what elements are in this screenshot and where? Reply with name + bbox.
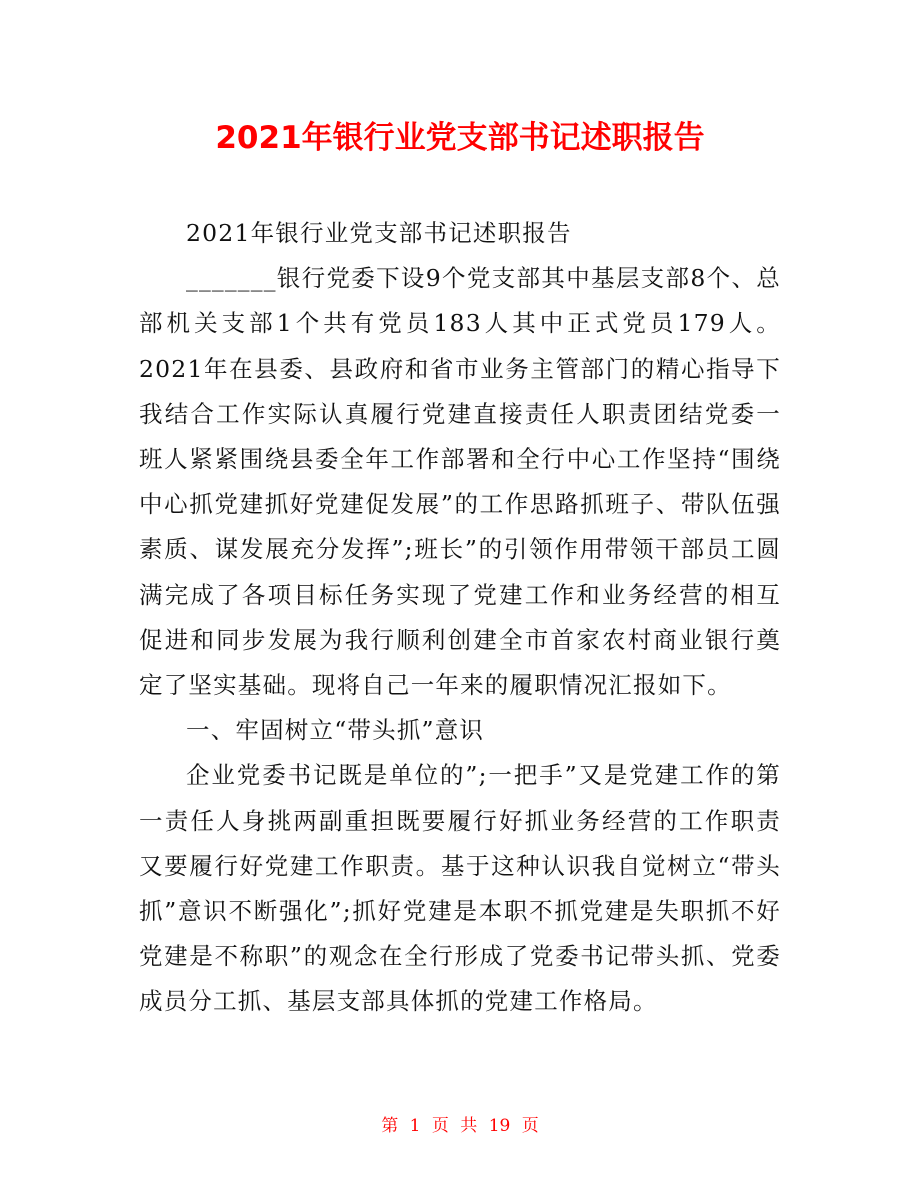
section-heading-1: 一、牢固树立“带头抓”意识 xyxy=(186,716,485,745)
paragraph-subtitle: 2021年银行业党支部书记述职报告 xyxy=(186,219,572,247)
document-body xyxy=(139,211,781,1025)
paragraph-section-1: 企业党委书记既是单位的”;一把手”又是党建工作的第一责任人身挑两副重担既要履行好抓业务经营的工作职责又要履行好党建工作职责。基于这种认识我自觉树立“带头抓”意识不断强化”;抓好党建是本职不抓党建是失职抓不好党建是不称职”的观念在全行形成了党委书记带头抓、党委成员分工抓、基层支部具体抓的党建工作格局。 xyxy=(139,761,781,1016)
document-title: 2021年银行业党支部书记述职报告 xyxy=(215,120,705,156)
paragraph-intro: _______银行党委下设9个党支部其中基层支部8个、总部机关支部1个共有党员183人其中正式党员179人。2021年在县委、县政府和省市业务主管部门的精心指导下我结合工作实际认真履行党建直接责任人职责团结党委一班人紧紧围绕县委全年工作部署和全行中心工作坚持“围绕中心抓党建抓好党建促发展”的工作思路抓班子、带队伍强素质、谋发展充分发挥”;班长”的引领作用带领干部员工圆满完成了各项目标任务实现了党建工作和业务经营的相互促进和同步发展为我行顺利创建全市首家农村商业银行奠定了坚实基础。现将自己一年来的履职情况汇报如下。 xyxy=(139,264,781,700)
page-number-footer: 第 1 页 共 19 页 xyxy=(381,1116,539,1136)
